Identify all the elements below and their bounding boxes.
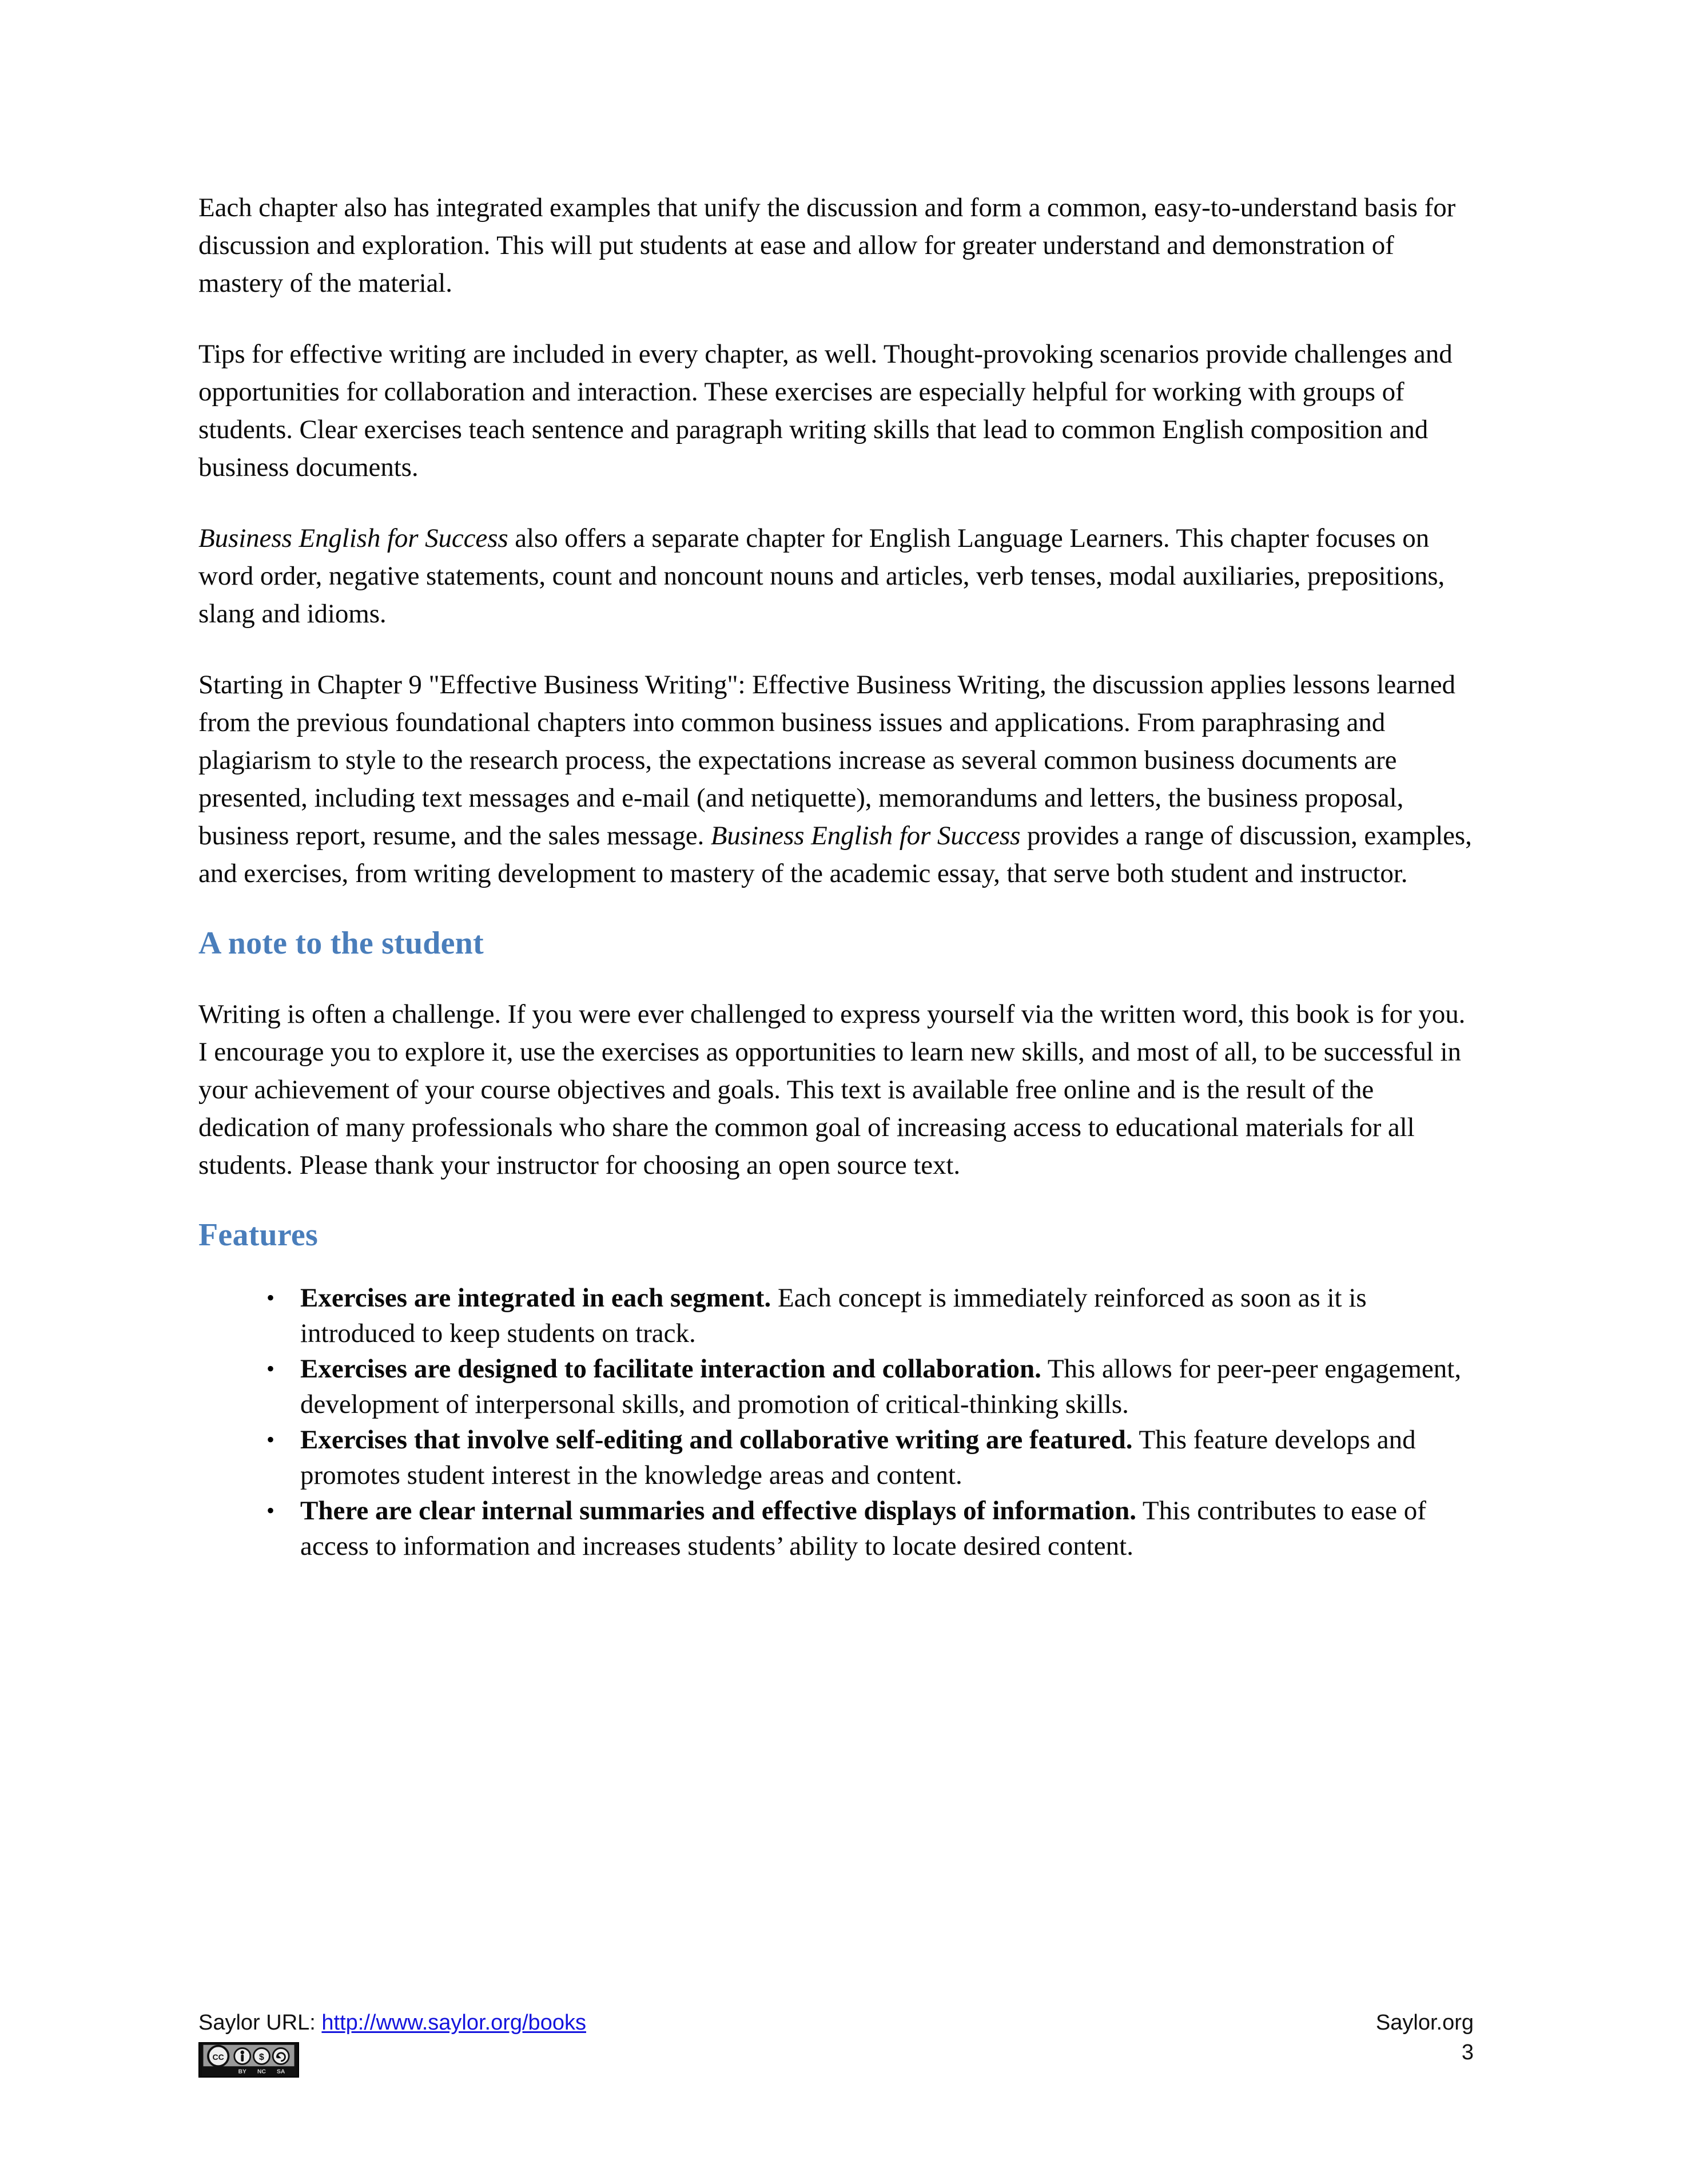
list-item-body: This feature develops and promotes student interest in the knowledge areas and content.	[300, 1425, 1416, 1490]
paragraph-chapter-nine-part1: Starting in Chapter 9 "Effective Business Writing": Effective Business Writing, the discussion applies lessons learned from the previous foundational chapters into common business issues and applications. From paraphrasing and plagiarism to style to the research process, the expectations increase as several common business documents are presented, including text messages and e-mail (and netiquette), memorandums and letters, the business proposal, business report, resume, and the sales message.	[198, 670, 1455, 851]
paragraph-ell-chapter	[198, 519, 1474, 633]
list-item-body: Each concept is immediately reinforced as soon as it is introduced to keep students on track.	[300, 1283, 1367, 1348]
list-item	[250, 1493, 1474, 1564]
list-item-lead: There are clear internal summaries and effective displays of information.	[300, 1496, 1137, 1526]
saylor-books-link[interactable]: http://www.saylor.org/books	[321, 2011, 586, 2035]
list-item-body: This allows for peer-peer engagement, development of interpersonal skills, and promotion of critical-thinking skills.	[300, 1354, 1462, 1419]
svg-text:SA: SA	[276, 2068, 285, 2075]
footer-saylor-org: Saylor.org	[1375, 2011, 1474, 2035]
list-item	[250, 1351, 1474, 1422]
paragraph-note-to-student: Writing is often a challenge. If you were ever challenged to express yourself via the written word, this book is for you. I encourage you to explore it, use the exercises as opportunities to learn new skills, and most of all, to be successful in your achievement of your course objectives and goals. This text is available free online and is the result of the dedication of many professionals who share the common goal of increasing access to educational materials for all students. Please thank your instructor for choosing an open source text.	[198, 999, 1466, 1180]
list-item-lead: Exercises are designed to facilitate interaction and collaboration.	[300, 1354, 1041, 1384]
paragraph-chapter-nine-part2: provides a range of discussion, examples, and exercises, from writing development to mastery of the academic essay, that serve both student and instructor.	[198, 821, 1472, 888]
paragraph-tips-for-effective-writing: Tips for effective writing are included in every chapter, as well. Thought-provoking scenarios provide challenges and opportunities for collaboration and interaction. These exercises are especially helpful for working with groups of students. Clear exercises teach sentence and paragraph writing skills that lead to common English composition and business documents.	[198, 339, 1453, 482]
page-content	[198, 189, 1474, 1564]
bullet-icon: •	[266, 1427, 274, 1452]
book-title-italic-ell: Business English for Success	[198, 523, 508, 553]
page-footer	[198, 2009, 1474, 2075]
paragraph-ell-rest: also offers a separate chapter for English Language Learners. This chapter focuses on word order, negative statements, count and noncount nouns and articles, verb tenses, modal auxiliaries, prepositions, slang and idioms.	[198, 523, 1445, 629]
bullet-icon: •	[266, 1498, 274, 1523]
footer-saylor-url	[198, 2009, 586, 2036]
svg-text:BY: BY	[238, 2068, 246, 2075]
heading-a-note-to-the-student: A note to the student	[198, 926, 484, 961]
paragraph-integrated-examples: Each chapter also has integrated examples that unify the discussion and form a common, easy-to-understand basis for discussion and exploration. This will put students at ease and allow for greater understand and demonstration of mastery of the material.	[198, 193, 1456, 298]
page-number: 3	[1461, 2040, 1474, 2064]
svg-text:NC: NC	[257, 2068, 266, 2075]
list-item	[250, 1280, 1474, 1351]
list-item	[250, 1422, 1474, 1493]
heading-features: Features	[198, 1217, 318, 1253]
list-item-body: This contributes to ease of access to information and increases students’ ability to locate desired content.	[300, 1496, 1426, 1561]
footer-row	[198, 2009, 1474, 2036]
bullet-icon: •	[266, 1285, 274, 1311]
svg-text:CC: CC	[212, 2052, 224, 2062]
footer-url-label: Saylor URL:	[198, 2011, 322, 2035]
bullet-icon: •	[266, 1356, 274, 1381]
features-list	[198, 1280, 1474, 1564]
book-title-italic-chapter9: Business English for Success	[710, 821, 1021, 851]
creative-commons-by-nc-sa-icon	[198, 2042, 299, 2078]
list-item-lead: Exercises that involve self-editing and collaborative writing are featured.	[300, 1425, 1133, 1455]
svg-text:$: $	[259, 2052, 264, 2062]
paragraph-chapter-nine	[198, 666, 1474, 892]
list-item-lead: Exercises are integrated in each segment.	[300, 1283, 771, 1313]
